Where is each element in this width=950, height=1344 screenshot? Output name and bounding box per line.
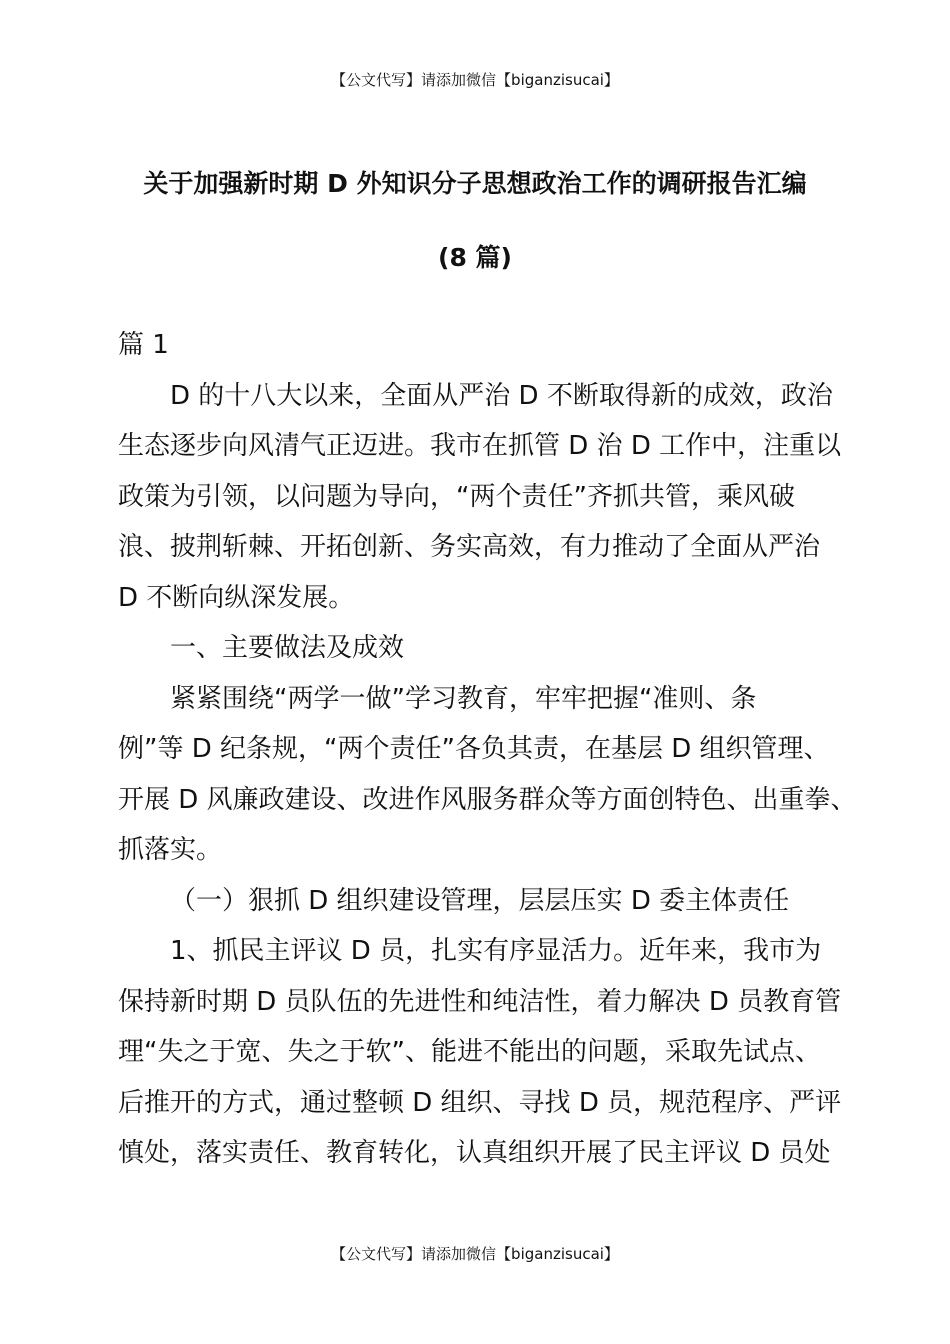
body-text-line: （一）狠抓 D 组织建设管理，层层压实 D 委主体责任 [170,885,790,916]
document-subtitle: (8 篇) [438,243,512,272]
body-text-line: 生态逐步向风清气正迈进。我市在抓管 D 治 D 工作中，注重以 [118,431,842,461]
body-text-line: 后推开的方式，通过整顿 D 组织、寻找 D 员，规范程序、严评 [118,1087,842,1118]
body-text-line: D 的十八大以来，全面从严治 D 不断取得新的成效，政治 [170,380,833,411]
body-text-line: 篇 1 [118,330,169,360]
body-text-line: 开展 D 风廉政建设、改进作风服务群众等方面创特色、出重拳、 [118,784,857,815]
page-header-watermark: 【公文代写】请添加微信【biganzisucai】 [331,71,619,89]
document-title: 关于加强新时期 D 外知识分子思想政治工作的调研报告汇编 [143,169,807,198]
body-text-line: D 不断向纵深发展。 [118,582,355,613]
body-text-line: 保持新时期 D 员队伍的先进性和纯洁性，着力解决 D 员教育管 [118,986,842,1017]
body-text-line: 浪、披荆斩棘、开拓创新、务实高效，有力推动了全面从严治 [118,532,821,562]
body-text-line: 理“失之于宽、失之于软”、能进不能出的问题，采取先试点、 [118,1037,821,1067]
document-body [118,320,857,1179]
page-footer-watermark: 【公文代写】请添加微信【biganzisucai】 [331,1245,619,1263]
body-text-line: 慎处，落实责任、教育转化，认真组织开展了民主评议 D 员处 [118,1138,831,1168]
body-text-line: 政策为引领，以问题为导向，“两个责任”齐抓共管，乘风破 [118,481,795,512]
body-text-line: 抓落实。 [118,835,223,865]
body-text-line: 一、主要做法及成效 [170,633,405,663]
body-text-line: 1、抓民主评议 D 员，扎实有序显活力。近年来，我市为 [170,936,822,966]
body-text-line: 例”等 D 纪条规，“两个责任”各负其责，在基层 D 组织管理、 [118,734,830,764]
body-text-line: 紧紧围绕“两学一做”学习教育，牢牢把握“准则、条 [170,683,757,714]
